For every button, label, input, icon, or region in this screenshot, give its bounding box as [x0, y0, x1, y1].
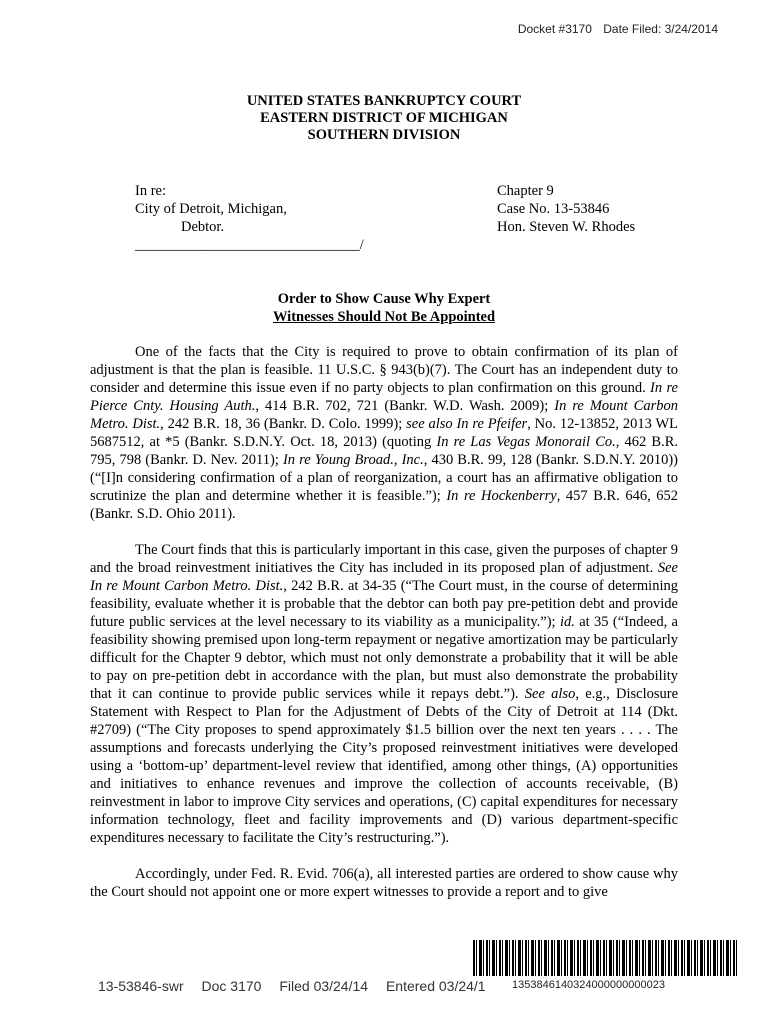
order-title: [0, 290, 768, 326]
text-run: , 242 B.R. 18, 36 (Bankr. D. Colo. 1999);: [160, 416, 407, 432]
case-citation: In re Las Vegas Monorail Co.: [436, 434, 616, 450]
text-run: , 242 B.R. at 34-35 (“The Court must, in the course of determining feasibility, evaluate whether it is probable that the debtor can both pay pre-petition debt and provide future public services at the level necessary to its viability as a municipality.”);: [90, 578, 678, 630]
text-run: at 35 (“Indeed, a feasibility showing premised upon long-term repayment or negative amortization may be particularly difficult for the Chapter 9 debtor, which must not only demonstrate a probability that it will be able to pay on pre-petition debt in accordance with the plan, but must also demonstrate the probability that it can continue to provide public services while it repays debt.”).: [90, 614, 678, 702]
footer-entered: Entered 03/24/1: [385, 978, 486, 994]
caption-role: Debtor.: [181, 219, 225, 235]
text-run: Accordingly, under Fed. R. Evid. 706(a), all interested parties are ordered to show cause why the Court should not appoint one or more expert witnesses to provide a report and to give: [90, 866, 678, 900]
paragraph-importance: [90, 541, 678, 847]
caption-rule: _______________________________/: [135, 237, 364, 253]
docket-number: Docket #3170: [517, 22, 592, 36]
case-citation: id.: [559, 614, 575, 630]
court-name: UNITED STATES BANKRUPTCY COURT: [246, 93, 522, 109]
case-citation: In re Young Broad., Inc.: [282, 452, 424, 468]
case-citation: In re Hockenberry: [446, 488, 557, 504]
paragraph-show-cause: [90, 865, 678, 901]
case-citation: See In re Mount Carbon Metro. Dist.: [90, 560, 678, 594]
docket-stamp: [518, 22, 718, 36]
order-title-line-2: Witnesses Should Not Be Appointed: [272, 309, 496, 325]
barcode: [473, 940, 738, 976]
text-run: , 430 B.R. 99, 128 (Bankr. S.D.N.Y. 2010)) (“[I]n considering confirmation of a plan of reorganization, a court has an affirmative obligation to scrutinize the plan and determine whether it is feasible.”);: [90, 452, 678, 504]
caption-in-re: In re:: [135, 183, 166, 199]
date-filed: Date Filed: 3/24/2014: [603, 22, 718, 36]
caption-chapter: Chapter 9: [497, 183, 554, 199]
case-citation: In re Mount Carbon Metro. Dist.: [90, 398, 678, 432]
text-run: The Court finds that this is particularly important in this case, given the purposes of chapter 9 and the broad reinvestment initiatives the City has included in its proposed plan of adjustment.: [90, 542, 678, 576]
court-division: SOUTHERN DIVISION: [307, 127, 461, 143]
case-citation: See also: [524, 686, 576, 702]
text-run: One of the facts that the City is required to prove to obtain confirmation of its plan of adjustment is that the plan is feasible. 11 U.S.C. § 943(b)(7). The Court has an independent duty to consider and determine this issue even if no party objects to plan confirmation on this ground.: [90, 344, 678, 396]
paragraph-feasibility: [90, 343, 678, 523]
filing-footer: [98, 978, 500, 994]
barcode-number: 1353846140324000000000023: [512, 979, 738, 991]
text-run: , No. 12-13852, 2013 WL 5687512, at *5 (Bankr. S.D.N.Y. Oct. 18, 2013) (quoting: [90, 416, 678, 450]
footer-case: 13-53846-swr: [98, 978, 184, 994]
court-district: EASTERN DISTRICT OF MICHIGAN: [260, 110, 508, 126]
caption-case-number: Case No. 13-53846: [497, 201, 610, 217]
caption-party: City of Detroit, Michigan,: [135, 201, 287, 217]
order-title-line-1: Order to Show Cause Why Expert: [277, 291, 491, 307]
caption-parties: [135, 182, 364, 254]
caption-case-info: [497, 182, 635, 236]
footer-filed: Filed 03/24/14: [279, 978, 369, 994]
text-run: , e.g., Disclosure Statement with Respect to Plan for the Adjustment of Debts of the City of Detroit at 114 (Dkt. #2709) (“The City proposes to spend approximately $1.5 billion over the next ten years . . . . The assumptions and forecasts underlying the City’s proposed reinvestment initiatives were developed using a ‘bottom-up’ department-level review that identified, among other things, (A) opportunities and initiatives to enhance revenues and improve the collection of accounts receivable, (B) reinvestment in labor to improve City services and operations, (C) capital expenditures for necessary information technology, fleet and facility improvements and (D) various department-specific expenditures necessary to facilitate the City’s restructuring.”).: [90, 686, 678, 846]
case-citation: In re Pierce Cnty. Housing Auth.: [90, 380, 678, 414]
text-run: , 462 B.R. 795, 798 (Bankr. D. Nev. 2011);: [90, 434, 678, 468]
case-citation: see also In re Pfeifer: [406, 416, 528, 432]
text-run: , 457 B.R. 646, 652 (Bankr. S.D. Ohio 2011).: [90, 488, 678, 522]
footer-doc: Doc 3170: [201, 978, 262, 994]
court-heading: [0, 93, 768, 144]
text-run: , 414 B.R. 702, 721 (Bankr. W.D. Wash. 2009);: [255, 398, 555, 414]
caption-judge: Hon. Steven W. Rhodes: [497, 219, 636, 235]
order-body: [90, 343, 678, 919]
